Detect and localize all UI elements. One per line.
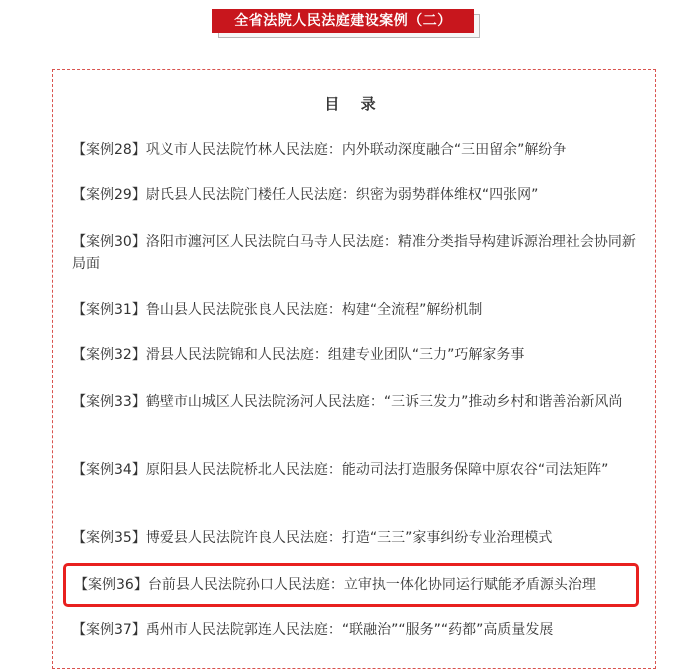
title-banner [212,9,482,35]
toc-item-28[interactable] [72,139,642,161]
case-title: 滑县人民法院锦和人民法庭：组建专业团队“三力”巧解家务事 [145,347,525,363]
case-title: 博爱县人民法院许良人民法庭：打造“三三”家事纠纷专业治理模式 [145,530,553,546]
case-title: 台前县人民法院孙口人民法庭：立审执一体化协同运行赋能矛盾源头治理 [147,577,596,593]
case-number: 【案例28】 [72,142,146,158]
case-title: 洛阳市瀍河区人民法院白马寺人民法庭：精准分类指导构建诉源治理社会协同新局面 [72,234,636,272]
toc-item-29[interactable] [72,184,642,206]
case-title: 尉氏县人民法院门楼任人民法庭：织密为弱势群体维权“四张网” [145,187,539,203]
case-number: 【案例35】 [72,530,146,546]
case-title: 鹤壁市山城区人民法院汤河人民法庭：“三诉三发力”推动乡村和谐善治新风尚 [145,394,623,410]
case-number: 【案例33】 [72,394,146,410]
case-number: 【案例29】 [72,187,146,203]
toc-item-30[interactable] [72,231,642,275]
case-number: 【案例31】 [72,302,146,318]
case-number: 【案例32】 [72,347,146,363]
case-title: 禹州市人民法院郭连人民法庭：“联融治”“服务”“药都”高质量发展 [145,622,554,638]
toc-item-31[interactable] [72,299,642,321]
toc-item-35[interactable] [72,527,642,549]
case-number: 【案例37】 [72,622,146,638]
highlight-frame [63,563,639,607]
toc-item-32[interactable] [72,344,642,366]
toc-item-33[interactable] [72,391,642,413]
banner-title: 全省法院人民法庭建设案例（二） [212,9,474,33]
case-title: 鲁山县人民法院张良人民法庭：构建“全流程”解纷机制 [145,302,483,318]
toc-item-34[interactable] [72,459,642,481]
case-number: 【案例36】 [74,577,148,593]
case-title: 原阳县人民法院桥北人民法庭：能动司法打造服务保障中原农谷“司法矩阵” [145,462,609,478]
case-title: 巩义市人民法院竹林人民法庭：内外联动深度融合“三田留余”解纷争 [145,142,567,158]
case-number: 【案例30】 [72,234,146,250]
toc-heading: 目 录 [324,95,384,113]
toc-item-37[interactable] [72,619,642,641]
case-number: 【案例34】 [72,462,146,478]
